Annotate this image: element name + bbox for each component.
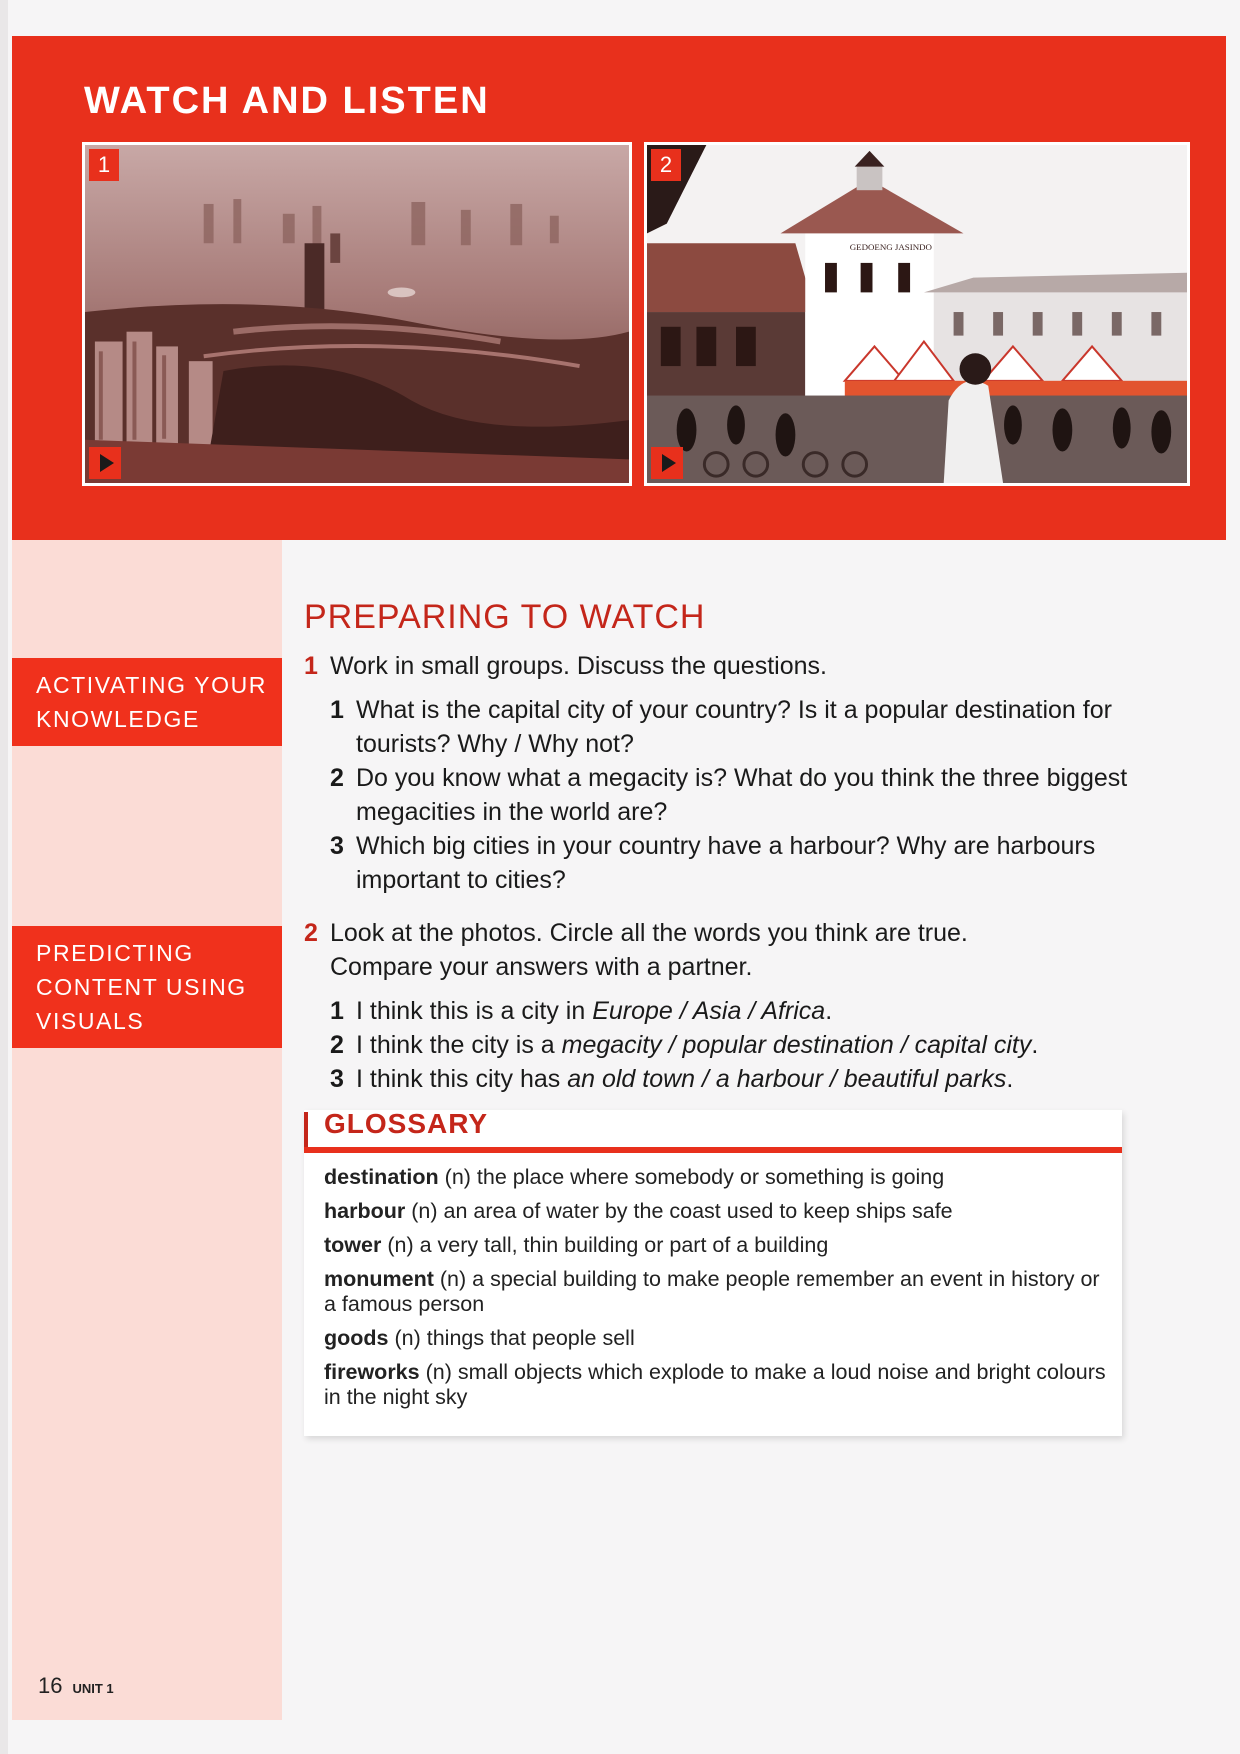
item-suffix: . xyxy=(1031,1031,1039,1059)
glossary-entry xyxy=(324,1233,1114,1258)
question-text: What is the capital city of your country? Is it a popular destination for tourists? Why / Why not? xyxy=(356,696,1112,758)
glossary-definition: a special building to make people remember an event in history or a famous person xyxy=(324,1267,1100,1316)
photo-1-cityscape[interactable] xyxy=(82,142,632,486)
glossary-definition: the place where somebody or something is going xyxy=(476,1165,945,1189)
glossary-entry xyxy=(324,1165,1114,1190)
task-1-number: 1 xyxy=(304,652,318,680)
item-suffix: . xyxy=(1006,1065,1014,1093)
part-of-speech: (n) xyxy=(411,1199,438,1223)
unit-label: UNIT 1 xyxy=(72,1681,114,1696)
task-2-instruction: Look at the photos. Circle all the words you think are true. Compare your answers with a partner. xyxy=(330,919,968,981)
photo-1-number: 1 xyxy=(89,149,119,181)
list-item xyxy=(330,994,1130,1028)
question-number: 2 xyxy=(330,764,344,792)
item-options[interactable]: Europe / Asia / Africa xyxy=(592,997,826,1025)
part-of-speech: (n) xyxy=(439,1267,467,1291)
list-item xyxy=(330,1062,1130,1096)
sidebar-label-predicting-content: PREDICTING CONTENT USING VISUALS xyxy=(12,926,282,1048)
question-text: Do you know what a megacity is? What do you think the three biggest megacities in the world are? xyxy=(356,764,1128,826)
item-prefix: I think the city is a xyxy=(356,1031,562,1059)
cityscape-photo xyxy=(85,145,629,483)
item-number: 3 xyxy=(330,1065,344,1093)
question-text: Which big cities in your country have a harbour? Why are harbours important to cities? xyxy=(356,832,1096,894)
glossary-definition: an area of water by the coast used to keep ships safe xyxy=(443,1199,953,1223)
item-options[interactable]: an old town / a harbour / beautiful parks xyxy=(567,1065,1007,1093)
item-prefix: I think this is a city in xyxy=(356,997,593,1025)
item-suffix: . xyxy=(825,997,833,1025)
question-number: 3 xyxy=(330,832,344,860)
colonial-building-photo xyxy=(647,145,1187,483)
glossary-term: fireworks xyxy=(324,1360,420,1384)
item-number: 2 xyxy=(330,1031,344,1059)
play-icon[interactable] xyxy=(651,447,683,479)
list-item xyxy=(330,1028,1130,1062)
glossary-term: tower xyxy=(324,1233,382,1257)
list-item xyxy=(330,829,1130,897)
glossary-entry xyxy=(324,1326,1114,1351)
glossary-definition: things that people sell xyxy=(426,1326,635,1350)
page-footer xyxy=(38,1673,114,1699)
task-2-items xyxy=(330,994,1130,1096)
part-of-speech: (n) xyxy=(425,1360,452,1384)
photo-2-number: 2 xyxy=(651,149,681,181)
glossary-entry xyxy=(324,1360,1114,1410)
item-number: 1 xyxy=(330,997,344,1025)
glossary-definition: small objects which explode to make a loud noise and bright colours in the night sky xyxy=(324,1360,1106,1409)
sidebar-label-activating-knowledge: ACTIVATING YOUR KNOWLEDGE xyxy=(12,658,282,746)
section-heading: PREPARING TO WATCH xyxy=(304,598,706,636)
glossary-term: destination xyxy=(324,1165,439,1189)
glossary-term: harbour xyxy=(324,1199,406,1223)
page-edge xyxy=(0,0,8,1754)
item-prefix: I think this city has xyxy=(356,1065,568,1093)
task-1-instruction: Work in small groups. Discuss the questions. xyxy=(330,652,827,680)
glossary-divider xyxy=(304,1147,1122,1153)
glossary-entry xyxy=(324,1199,1114,1224)
building-sign: GEDOENG JASINDO xyxy=(849,242,932,253)
part-of-speech: (n) xyxy=(387,1233,414,1257)
page-number: 16 xyxy=(38,1673,63,1698)
task-1 xyxy=(304,649,1124,683)
glossary-definition: a very tall, thin building or part of a building xyxy=(419,1233,829,1257)
play-icon[interactable] xyxy=(89,447,121,479)
glossary-tab-marker xyxy=(304,1112,308,1148)
task-2-number: 2 xyxy=(304,919,318,947)
question-number: 1 xyxy=(330,696,344,724)
glossary-term: monument xyxy=(324,1267,434,1291)
list-item xyxy=(330,693,1130,761)
list-item xyxy=(330,761,1130,829)
part-of-speech: (n) xyxy=(394,1326,421,1350)
header-band xyxy=(12,36,1226,540)
part-of-speech: (n) xyxy=(444,1165,471,1189)
item-options[interactable]: megacity / popular destination / capital city xyxy=(561,1031,1032,1059)
task-2 xyxy=(304,916,1044,984)
glossary-title: GLOSSARY xyxy=(324,1108,489,1139)
header-title: WATCH AND LISTEN xyxy=(84,80,490,122)
glossary-entry xyxy=(324,1267,1114,1317)
glossary-term: goods xyxy=(324,1326,389,1350)
task-1-questions xyxy=(330,693,1130,897)
photo-2-colonial-building[interactable] xyxy=(644,142,1190,486)
glossary-list xyxy=(324,1165,1114,1419)
